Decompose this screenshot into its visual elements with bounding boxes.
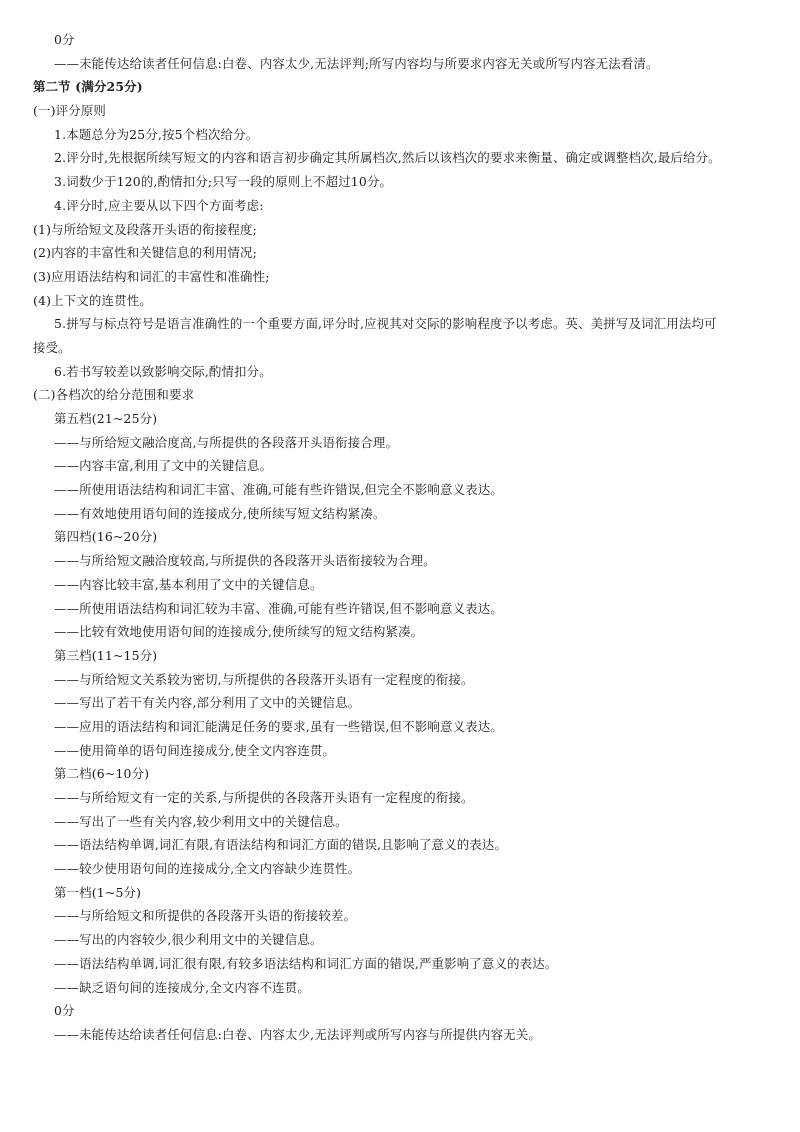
level-criterion: ——内容丰富,利用了文中的关键信息。 [54, 458, 273, 474]
level-criterion: ——写出的内容较少,很少利用文中的关键信息。 [54, 932, 323, 948]
level-criterion: ——与所给短文和所提供的各段落开头语的衔接较差。 [54, 908, 357, 924]
level-title: 第三档(11~15分) [54, 647, 158, 663]
level-title: 0分 [54, 1003, 75, 1019]
level-criterion: ——有效地使用语句间的连接成分,使所续写短文结构紧凑。 [54, 505, 386, 521]
principle-item: 4.评分时,应主要从以下四个方面考虑: [54, 197, 264, 213]
levels-heading: (二)各档次的给分范围和要求 [33, 387, 195, 403]
principle-subitem: (4)上下文的连贯性。 [33, 292, 152, 308]
principle-item: 5.拼写与标点符号是语言准确性的一个重要方面,评分时,应视其对交际的影响程度予以考虑。英、美拼写及词汇用法均可 [54, 316, 717, 332]
level-title: 第一档(1~5分) [54, 884, 142, 900]
document-page [0, 28, 800, 1047]
principle-subitem: (1)与所给短文及段落开头语的衔接程度; [33, 221, 257, 237]
level-criterion: ——所使用语法结构和词汇丰富、准确,可能有些许错误,但完全不影响意义表达。 [54, 482, 503, 498]
level-criterion: ——内容比较丰富,基本利用了文中的关键信息。 [54, 576, 323, 592]
score-zero-label: 0分 [54, 32, 75, 47]
level-title: 第五档(21~25分) [54, 411, 158, 426]
principle-subitem: (3)应用语法结构和词汇的丰富性和准确性; [33, 268, 270, 284]
principle-item-continuation: 接受。 [33, 339, 71, 355]
level-criterion: ——使用简单的语句间连接成分,使全文内容连贯。 [54, 742, 336, 758]
principle-item: 3.词数少于120的,酌情扣分;只写一段的原则上不超过10分。 [54, 174, 393, 190]
level-criterion: ——写出了若干有关内容,部分利用了文中的关键信息。 [54, 695, 361, 711]
section-title: 第二节 (满分25分) [33, 79, 143, 95]
principle-subitem: (2)内容的丰富性和关键信息的利用情况; [33, 245, 257, 261]
level-criterion: ——较少使用语句间的连接成分,全文内容缺少连贯性。 [54, 861, 361, 877]
level-criterion: ——与所给短文关系较为密切,与所提供的各段落开头语有一定程度的衔接。 [54, 671, 474, 687]
level-criterion: ——与所给短文有一定的关系,与所提供的各段落开头语有一定程度的衔接。 [54, 790, 474, 805]
level-criterion: ——与所给短文融洽度较高,与所提供的各段落开头语衔接较为合理。 [54, 553, 436, 569]
level-criterion: ——写出了一些有关内容,较少利用文中的关键信息。 [54, 813, 348, 829]
level-criterion: ——所使用语法结构和词汇较为丰富、准确,可能有些许错误,但不影响意义表达。 [54, 600, 503, 616]
principle-item: 1.本题总分为25分,按5个档次给分。 [54, 126, 259, 142]
level-criterion: ——语法结构单调,词汇有限,有语法结构和词汇方面的错误,且影响了意义的表达。 [54, 837, 508, 853]
level-criterion: ——缺乏语句间的连接成分,全文内容不连贯。 [54, 979, 310, 995]
level-criterion: ——未能传达给读者任何信息:白卷、内容太少,无法评判或所写内容与所提供内容无关。 [54, 1026, 541, 1042]
principle-item: 6.若书写较差以致影响交际,酌情扣分。 [54, 363, 272, 379]
principles-heading: (一)评分原则 [33, 103, 107, 119]
level-title: 第四档(16~20分) [54, 529, 158, 545]
level-criterion: ——与所给短文融洽度高,与所提供的各段落开头语衔接合理。 [54, 434, 399, 450]
level-title: 第二档(6~10分) [54, 766, 150, 782]
score-zero-description: ——未能传达给读者任何信息:白卷、内容太少,无法评判;所写内容均与所要求内容无关或所写内容无法看清。 [54, 55, 659, 71]
principle-item: 2.评分时,先根据所续写短文的内容和语言初步确定其所属档次,然后以该档次的要求来衡量、确定或调整档次,最后给分。 [54, 150, 721, 166]
level-criterion: ——应用的语法结构和词汇能满足任务的要求,虽有一些错误,但不影响意义表达。 [54, 718, 503, 734]
level-criterion: ——语法结构单调,词汇很有限,有较多语法结构和词汇方面的错误,严重影响了意义的表达。 [54, 955, 558, 971]
level-criterion: ——比较有效地使用语句间的连接成分,使所续写的短文结构紧凑。 [54, 624, 424, 640]
